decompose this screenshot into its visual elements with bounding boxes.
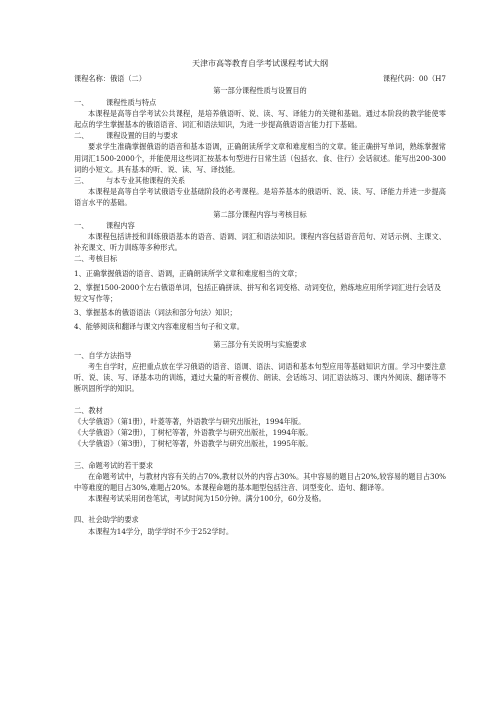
section-title: 课程设置的目的与要求: [106, 131, 178, 141]
part1-section3-body: 本课程是高等自学考试俄语专业基础阶段的必考课程。是培养基本的俄语听、说、读、写、译能力并进一步提高语言水平的基础。: [74, 187, 446, 208]
part1-section2-heading: [74, 130, 446, 141]
textbook-item: 《大学俄语》（第1册），叶菱等著，外语教学与研究出版社，1994年版。: [74, 416, 306, 426]
part1-section3-heading: [74, 175, 446, 186]
goal-item: 1、正确掌握俄语的语音、语调，正确朗读所学文章和难度相当的文章；: [74, 268, 302, 278]
document-title: 天津市高等教育自学考试课程考试大纲: [192, 59, 328, 68]
part3-section4-body: 本课程为14学分，助学学时不少于252学时。: [88, 526, 234, 536]
goal-item: 2、掌握1500-2000个左右俄语单词，包括正确拼读、拼写和名词变格、动词变位，熟练地应用所学词汇进行会话及短文写作等；: [74, 282, 442, 304]
section-number: 一、: [74, 97, 89, 107]
section-title: 课程内容: [106, 220, 135, 230]
part2-section1-body: 本课程包括讲授和训练俄语基本的语音、语调、词汇和语法知识。课程内容包括语音范句、对话示例、主课文、补充课文、听力训练等多种形式。: [74, 232, 446, 253]
textbook-item: 《大学俄语》（第3册），丁树杞等著，外语教学与研究出版社，1995年版。: [74, 439, 313, 449]
section-number: 二、: [74, 131, 89, 141]
section-number: 一、: [74, 220, 89, 230]
section-title: 与本专业其他课程的关系: [106, 176, 186, 186]
part1-title: 第一部分课程性质与设置目的: [213, 86, 307, 96]
part2-title: 第二部分课程内容与考核目标: [213, 209, 307, 219]
course-meta-row: [74, 73, 446, 84]
section-number: 三、: [74, 176, 89, 186]
part3-section3-heading: 三、命题考试的若干要求: [74, 460, 154, 470]
part3-section1-body: 考生自学时，应把重点放在学习俄语的语音、语调、语法、词语和基本句型应用等基础知识方面。学习中要注意听、说、读、写、译基本功的训练，通过大量的听音模仿、朗读、会话练习、词汇语法练习、课内外阅读、翻译等不断巩固所学的知识。: [74, 362, 446, 394]
part3-title: 第三部分有关说明与实施要求: [213, 339, 307, 349]
part3-section3-exam-format: 本课程考试采用闭卷笔试，考试时间为150分钟。满分100分，60分及格。: [88, 494, 326, 504]
part3-section4-heading: 四、社会助学的要求: [74, 515, 139, 525]
part1-section1-heading: [74, 97, 446, 108]
goal-item: 4、能够阅读和翻译与课文内容难度相当句子和文章。: [74, 322, 244, 332]
part2-section1-heading: [74, 220, 446, 231]
part1-section2-body: 要求学生准确掌握俄语的语音和基本语调，正确朗读所学文章和难度相当的文章。能正确拼写单词，熟练掌握常用词汇1500-2000个，并能使用这些词汇按基本句型进行日常生活（包括衣、食、住行）会话叙述。能写出200-300词的小短文。具有基本的听、说、读、写、译技能。: [74, 142, 446, 174]
part1-section1-body: 本课程是高等自学考试公共课程，是培养俄语听、说、读、写、译能力的关键和基础。通过本阶段的教学能使零起点的学生掌握基本的俄语语音、词汇和语法知识，为进一步提高俄语语言能力打下基础。: [74, 108, 446, 130]
course-name: 课程名称：俄语（二）: [74, 74, 146, 84]
course-code: 课程代码：00（H7: [382, 74, 446, 84]
part3-section2-heading: 二、教材: [74, 405, 103, 415]
part3-section3-body: 在命题考试中，与教材内容有关的占70%,教材以外的内容占30%。其中容易的题目占20%,较容易的题目占30%中等难度的题目占30%,难题占20%。本课程命题的基本题型包括注音、词型变化、造句、翻译等。: [74, 471, 446, 492]
textbook-item: 《大学俄语》（第2册），丁树杞等著，外语教学与研究出版社，1994年版。: [74, 428, 313, 438]
document-page: [74, 58, 446, 537]
goal-item: 3、掌握基本的俄语语法（词法和部分句法）知识；: [74, 308, 237, 318]
part2-section2-heading: 二、考核目标: [74, 254, 118, 264]
part3-section1-heading: 一、自学方法指导: [74, 350, 132, 360]
section-title: 课程性质与特点: [106, 97, 157, 107]
